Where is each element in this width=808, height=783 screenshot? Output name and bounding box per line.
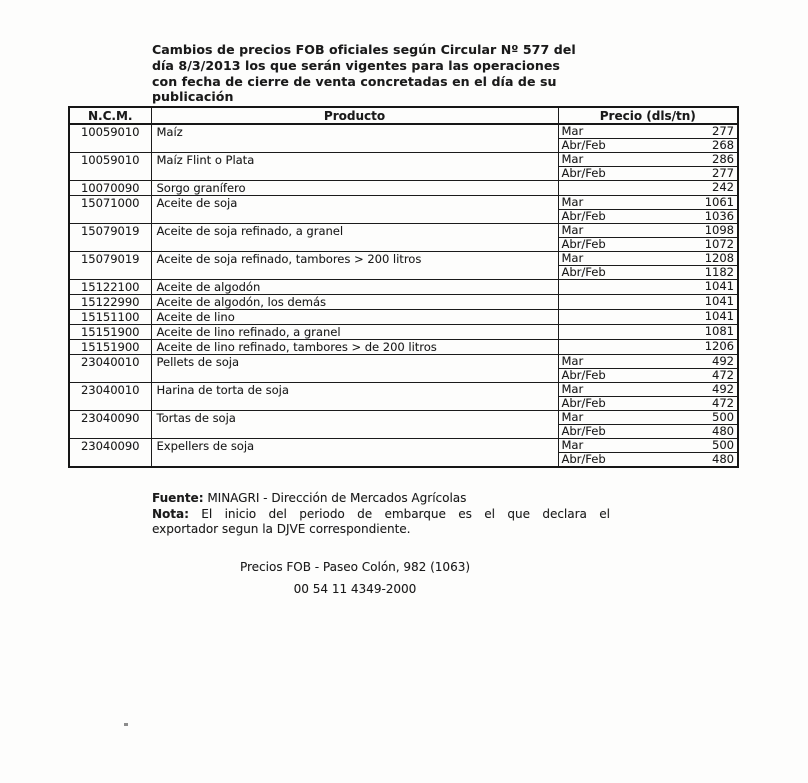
column-header-ncm: N.C.M. <box>69 107 151 124</box>
price-value: 480 <box>712 452 734 466</box>
ncm-code: 15151900 <box>69 325 151 340</box>
price-cell <box>558 369 738 383</box>
price-cell <box>558 266 738 280</box>
price-cell <box>558 340 738 355</box>
table-row <box>69 153 738 167</box>
price-period: Mar <box>561 410 584 424</box>
phone-line: 00 54 11 4349-2000 <box>293 582 417 596</box>
source-text: MINAGRI - Dirección de Mercados Agrícolas <box>203 491 467 505</box>
product-name: Tortas de soja <box>151 411 558 439</box>
table-row <box>69 411 738 425</box>
fob-price-table <box>68 106 739 468</box>
ncm-code: 23040090 <box>69 411 151 439</box>
product-name: Expellers de soja <box>151 439 558 468</box>
price-period: Abr/Feb <box>561 396 606 410</box>
price-period: Abr/Feb <box>561 424 606 438</box>
price-cell <box>558 238 738 252</box>
product-name: Pellets de soja <box>151 355 558 383</box>
product-name: Harina de torta de soja <box>151 383 558 411</box>
price-cell <box>558 383 738 397</box>
price-period: Abr/Feb <box>561 265 606 279</box>
note-line <box>152 522 610 538</box>
price-value: 1041 <box>704 309 734 323</box>
note-label: Nota: <box>152 506 189 521</box>
table-row <box>69 224 738 238</box>
price-value: 480 <box>712 424 734 438</box>
price-period: Abr/Feb <box>561 138 606 152</box>
price-period: Abr/Feb <box>561 452 606 466</box>
table-row <box>69 310 738 325</box>
product-name: Sorgo granífero <box>151 181 558 196</box>
title-line: Cambios de precios FOB oficiales según Circular Nº 577 del <box>152 42 576 57</box>
source-label: Fuente: <box>152 491 204 505</box>
ncm-code: 15122100 <box>69 280 151 295</box>
price-cell <box>558 167 738 181</box>
title-line: con fecha de cierre de venta concretadas en el día de su <box>152 73 557 89</box>
price-value: 1081 <box>704 324 734 338</box>
price-period: Mar <box>561 152 584 166</box>
column-header-product: Producto <box>151 107 558 124</box>
price-value: 286 <box>712 152 734 166</box>
table-row <box>69 181 738 196</box>
price-value: 1182 <box>704 265 734 279</box>
address-line: Precios FOB - Paseo Colón, 982 (1063) <box>239 560 471 574</box>
price-value: 268 <box>712 138 734 152</box>
table-row <box>69 295 738 310</box>
price-cell <box>558 295 738 310</box>
price-cell <box>558 252 738 266</box>
table-row <box>69 196 738 210</box>
contact-block <box>148 556 562 600</box>
price-period: Abr/Feb <box>561 368 606 382</box>
price-value: 472 <box>712 368 734 382</box>
price-value: 1061 <box>704 195 734 209</box>
ncm-code: 23040090 <box>69 439 151 468</box>
price-cell <box>558 425 738 439</box>
price-period: Mar <box>561 382 584 396</box>
product-name: Maíz Flint o Plata <box>151 153 558 181</box>
price-value: 277 <box>712 166 734 180</box>
price-period: Mar <box>561 223 584 237</box>
note-line <box>152 507 610 523</box>
column-header-price: Precio (dls/tn) <box>558 107 738 124</box>
price-cell <box>558 453 738 468</box>
ncm-code: 10070090 <box>69 181 151 196</box>
ncm-code: 23040010 <box>69 383 151 411</box>
price-value: 1206 <box>704 339 734 353</box>
ncm-code: 23040010 <box>69 355 151 383</box>
price-cell <box>558 411 738 425</box>
price-cell <box>558 280 738 295</box>
price-cell <box>558 210 738 224</box>
price-cell <box>558 153 738 167</box>
price-value: 500 <box>712 410 734 424</box>
product-name: Aceite de lino refinado, tambores > de 200 litros <box>151 340 558 355</box>
price-value: 1036 <box>704 209 734 223</box>
title-line: publicación <box>152 89 234 105</box>
table-row <box>69 439 738 453</box>
price-cell <box>558 124 738 139</box>
ncm-code: 15151100 <box>69 310 151 325</box>
ncm-code: 10059010 <box>69 153 151 181</box>
fob-table-body <box>69 124 738 467</box>
price-period: Mar <box>561 251 584 265</box>
ncm-code: 10059010 <box>69 124 151 153</box>
source-line <box>152 491 610 507</box>
price-cell <box>558 196 738 210</box>
ncm-code: 15151900 <box>69 340 151 355</box>
price-value: 1041 <box>704 279 734 293</box>
price-value: 1208 <box>704 251 734 265</box>
price-cell <box>558 397 738 411</box>
product-name: Aceite de algodón, los demás <box>151 295 558 310</box>
product-name: Aceite de lino <box>151 310 558 325</box>
price-period: Mar <box>561 438 584 452</box>
price-value: 1041 <box>704 294 734 308</box>
title-line: día 8/3/2013 los que serán vigentes para las operaciones <box>152 57 560 73</box>
price-period: Mar <box>561 354 584 368</box>
price-value: 492 <box>712 382 734 396</box>
ncm-code: 15122990 <box>69 295 151 310</box>
price-value: 500 <box>712 438 734 452</box>
product-name: Aceite de soja refinado, a granel <box>151 224 558 252</box>
table-row <box>69 325 738 340</box>
table-row <box>69 340 738 355</box>
price-value: 472 <box>712 396 734 410</box>
product-name: Aceite de soja refinado, tambores > 200 litros <box>151 252 558 280</box>
price-cell <box>558 439 738 453</box>
price-cell <box>558 325 738 340</box>
price-cell <box>558 181 738 196</box>
footer-notes <box>152 491 610 538</box>
product-name: Aceite de soja <box>151 196 558 224</box>
price-cell <box>558 355 738 369</box>
price-period: Abr/Feb <box>561 237 606 251</box>
price-period: Mar <box>561 124 584 138</box>
table-row <box>69 280 738 295</box>
price-value: 242 <box>712 180 734 194</box>
price-period: Abr/Feb <box>561 166 606 180</box>
product-name: Aceite de algodón <box>151 280 558 295</box>
table-row <box>69 124 738 139</box>
scan-speck <box>124 723 128 726</box>
ncm-code: 15079019 <box>69 224 151 252</box>
price-period: Mar <box>561 195 584 209</box>
product-name: Aceite de lino refinado, a granel <box>151 325 558 340</box>
document-title <box>152 42 610 105</box>
price-value: 277 <box>712 124 734 138</box>
table-row <box>69 252 738 266</box>
price-cell <box>558 139 738 153</box>
note-text-line1: El inicio del periodo de embarque es el que declara el <box>188 506 610 521</box>
ncm-code: 15071000 <box>69 196 151 224</box>
price-value: 492 <box>712 354 734 368</box>
price-period: Abr/Feb <box>561 209 606 223</box>
price-cell <box>558 224 738 238</box>
price-cell <box>558 310 738 325</box>
product-name: Maíz <box>151 124 558 153</box>
table-row <box>69 355 738 369</box>
price-value: 1072 <box>704 237 734 251</box>
note-text-line2: exportador segun la DJVE correspondiente. <box>152 522 411 537</box>
price-value: 1098 <box>704 223 734 237</box>
table-header-row <box>69 107 738 124</box>
table-row <box>69 383 738 397</box>
ncm-code: 15079019 <box>69 252 151 280</box>
